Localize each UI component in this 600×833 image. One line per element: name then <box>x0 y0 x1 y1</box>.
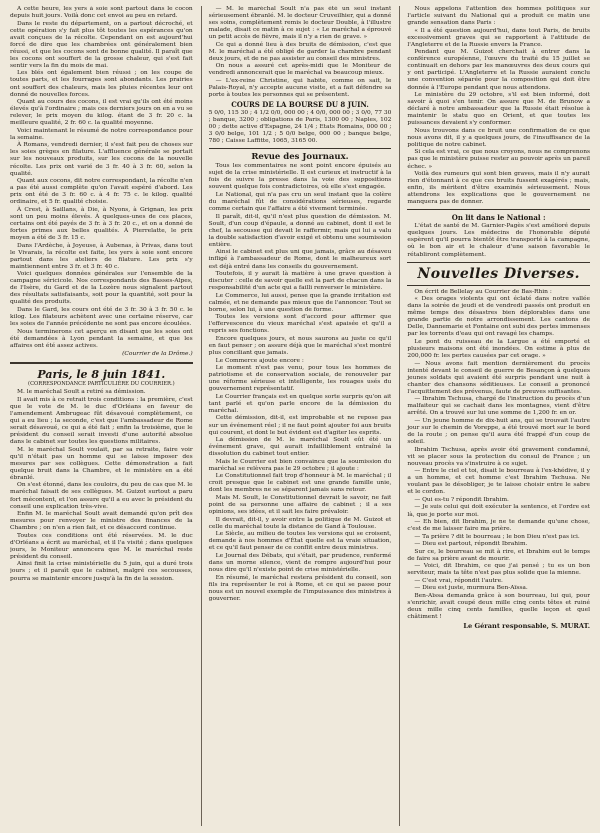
col2-paragraphs-b <box>209 163 392 602</box>
paragraph: Si cela est vrai, ce que nous croyons, nous ne comprenons pas que le ministère puisse rester au pouvoir après un pareil échec. » <box>407 149 591 170</box>
paragraph: — L'ex-reine Christine, qui habite, comme on sait, le Palais-Royal, n'y accepte aucune visite, et a fait défendre sa porte à toutes les personnes qui se présentent. <box>208 77 392 99</box>
paragraph: Mais M. Soult, le Constitutionnel devrait le savoir, ne fait point de sa personne une affaire de cabinet ; il a ses opinions, ses idées, et il sait les faire prévaloir. <box>208 495 392 516</box>
paragraph: Encore quelques jours, et nous saurons au juste ce qu'il en faut penser ; on assure déjà que le maréchal s'est montré plus conciliant que jamais. <box>208 335 392 357</box>
paragraph: Cette démission, dit-il, est improbable et ne repose pas sur un événement réel ; il ne faut point ajouter foi aux bruits qui courent, et dont le but évident est d'agiter les esprits. <box>208 415 392 436</box>
paragraph: On nous a assuré cet après-midi que le Moniteur de vendredi annoncerait que le maréchal va beaucoup mieux. <box>208 63 392 77</box>
paragraph: — Dieu est juste, murmura Ben-Aïssa. <box>414 585 528 592</box>
paragraph: — C'est vrai, répondit l'autre. <box>414 577 503 584</box>
paragraph: Ainsi finit la crise ministérielle du 5 juin, qui a duré trois jours ; et il paraît que le cabinet, malgré ces secousses, pourra se maintenir encore jusqu'à la fin de la session. <box>10 561 193 582</box>
paragraph: M. le maréchal Soult a retiré sa démission. <box>17 389 146 396</box>
paragraph: Toutes ces conditions ont été réservées. M. le duc d'Orléans a écrit au maréchal, et il l'a visité ; dans quelques jours, le Moniteur annoncera que M. le maréchal reste président du conseil. <box>10 532 193 560</box>
paragraph: — M. le maréchal Soult n'a pas été un seul instant sérieusement ébranlé. M. le docteur Cruveilhier, qui a donné ses soins, complètement remis le docteur Double, à l'illustre malade, disait ce matin à ce sujet : « Le maréchal a éprouvé un petit accès de fièvre, mais il n'y a rien de grave. » <box>208 6 392 41</box>
paragraph: Ainsi le cabinet est plus uni que jamais, grâce au désaveu infligé à l'ambassadeur de Rome, dont le malheureux sort est déjà entré dans les conseils du gouvernement. <box>208 249 392 270</box>
paragraph: Le Commerce, lui aussi, pense que la grande irritation est calmée, et ne demande pas mieux que de l'annoncer. Tout se borne, selon lui, à une question de forme. <box>208 292 392 313</box>
divider <box>209 148 392 149</box>
dateline: Paris, le 8 juin 1841. <box>37 367 166 381</box>
paragraph: Dans le reste du département, on a partout décroché, et cette opération s'y fait plus tôt toutes les espérances qu'on avait conçues de la récolte. Cependant on est aujourd'hui forcé de dire que les chambrées ont généralement bien réussi, et que les cocons sont de bonne qualité. Il paraît que les cocons ont souffert de la grosse chaleur, qui s'est fait sentir vers la fin du mois de mai. <box>10 20 193 69</box>
paragraph: Nous appelons l'attention des hommes politiques sur l'article suivant du National qui a produit ce matin une grande sensation dans Paris : <box>407 6 591 27</box>
paragraph: Dans le Gard, les cours ont été de 3 fr. 30 à 3 fr. 50 c. le kilog. Les filateurs achètent avec une certaine réserve, car les soies de l'année précédente ne sont pas encore écoulées. <box>10 306 193 328</box>
paragraph: Tous les commentaires ne sont point encore épuisés au sujet de la crise ministérielle. Il est curieux et instructif à la fois de suivre la presse dans la voie des suppositions souvent quelque fois contradictoires, où elle s'est engagée. <box>208 163 392 191</box>
paragraph: Le ministère du 29 octobre, s'il est bien informé, doit savoir à quoi s'en tenir. On assure que M. de Brunow a déclaré à notre ambassadeur que la Russie était résolue à maintenir le statu quo en Orient, et que toutes les puissances devaient s'y conformer. <box>407 92 591 127</box>
column-2 <box>201 6 392 826</box>
col2-paragraphs-a <box>209 6 392 99</box>
paragraph: Nous trouvons dans ce bruit une confirmation de ce que nous avons dit, il y a quelques jours, de l'insuffisance de la politique de notre cabinet. <box>407 127 591 148</box>
col3-paragraphs-c <box>407 289 590 622</box>
revue-title: Revue des Journaux. <box>251 152 349 163</box>
divider <box>10 362 193 364</box>
paragraph: A cette heure, les yers à soie sont partout dans le cocon depuis huit jours. Voilà donc cet envoi au peu en retard. <box>10 6 193 20</box>
paragraph: Il paraît, dit-il, qu'il n'est plus question de démission. M. Soult, d'un coup d'épaule, a donné au cabinet, dont il est le chef, la secousse qui devait le raffermir, mais qui lui a valu la double satisfaction d'avoir exigé et obtenu une soumission entière. <box>208 213 392 248</box>
divider <box>407 285 590 286</box>
divider <box>407 209 590 210</box>
paragraph: Le Siècle, au milieu de toutes les versions qui se croisent, demande à nos hommes d'État quelle est la vraie situation, et ce qu'il faut penser de ce conflit entre deux ministres. <box>208 531 392 552</box>
paragraph: Mais le Courrier est bien convaincu que la soumission du maréchal se relèvera pas le 29 octobre ; il ajoute : <box>208 458 392 472</box>
paragraph: Le Commerce ajoute encore : <box>215 357 304 364</box>
paragraph: Il devrait, dit-il, y avoir entre la politique de M. Guizot et celle du maréchal toute la distance de Gand à Toulouse. <box>208 516 392 530</box>
paragraph: Toutes les versions sont d'accord pour affirmer que l'effervescence du vieux maréchal s'est apaisée et qu'il a repris ses fonctions. <box>208 314 392 335</box>
paragraph: Quant aux cocons, dit notre correspondant, la récolte n'en a pas été aussi complète qu'on l'avait espéré d'abord. Les prix ont été de 3 fr. 60 c. à 4 fr. 75 c. le kilog. qualité ordinaire, et 5 fr. qualité choisie. <box>10 178 193 206</box>
paragraph: Le Constitutionnel fait trop d'honneur à M. le maréchal ; il croit presque que le cabinet est une grande famille unie, dont les membres ne se séparent jamais sans retour. <box>208 473 392 494</box>
paragraph: L'état de santé de M. Garnier-Pagès s'est amélioré depuis quelques jours. Les médecins de l'honorable député espèrent qu'il pourra bientôt être transporté à la campagne, où le bon air et le chaleur d'une saison favorable le rétabliront complètement. <box>407 223 591 258</box>
paragraph: — Je suis celui qui doit exécuter la sentence, et l'ordre est là, que je porte sur moi. <box>407 504 591 518</box>
paragraph: On écrit de Bellelay au Courrier de Bas-Rhin : <box>414 288 552 295</box>
paragraph: Dans l'Ardèche, à Joyeuse, à Aubenas, à Privas, dans tout le Vivarais, la récolte est faite, les yers à soie sont encore partout dans les ateliers de filature. Les prix s'y maintiennent entre 3 fr. et 3 fr. 40 c. <box>10 242 193 270</box>
paragraph: — Voici, dit Ibrahim, ce que j'ai pensé ; tu es un bon serviteur, mais ta tête n'est pas plus solide que la mienne. <box>407 563 591 577</box>
nouvelles-title: Nouvelles Diverses. <box>417 265 580 282</box>
paragraph: — Ta prière ? dit le bourreau ; le bon Dieu n'est pas ici. <box>414 533 580 540</box>
paragraph: — Un jeune homme de dix-huit ans, qui se trouvait l'autre jour sur le chemin de Voreppe, a été trouvé mort sur le bord de la route ; on pense qu'il aura été frappé d'un coup de soleil. <box>407 417 591 446</box>
paragraph: — Entre le ciel et toi, disait le bourreau à l'ex-khédive, il y a un homme, et cet homme c'est Ibrahim Tschusa. Ne voulant pas le désobliger, je te laisse choisir entre le sabre et le cordon. <box>407 468 591 496</box>
column-3 <box>399 6 590 826</box>
paragraph: À Romans, vendredi dernier, il s'est fait peu de choses sur les soies grèges en filature. L'affluence générale se portait sur les nouveaux produits, sur les cocons de la nouvelle récolte. Les prix ont varié de 3 fr. 40 à 3 fr. 60, selon la qualité. <box>10 142 193 177</box>
paragraph: « Des orages violents qui ont éclaté dans notre vallée dans la soirée de jeudi et de vendredi passés ont produit en même temps des désastres bien déplorables dans une grande partie de notre arrondissement. Les cantons de Delle, Dannemarie et Fontaine ont subi des pertes immenses par les torrents d'eau qui ont ravagé les champs. <box>407 296 591 338</box>
paragraph: Le pont du ruisseau de la Largue a été emporté et plusieurs maisons ont été inondées. On estime à plus de 200,000 fr. les pertes causées par cet orage. » <box>407 338 591 359</box>
national-title: On lit dans le National : <box>451 213 546 223</box>
paragraph: — Nous avons fait mention dernièrement du procès intenté devant le conseil de guerre de Besançon à quelques jeunes soldats qui avaient été surpris pendant une nuit à chanter des chansons séditieuses. Le conseil a prononcé l'acquittement des prévenus, faute de preuves suffisantes. <box>407 360 591 395</box>
col1-paragraphs-a <box>10 6 193 127</box>
paragraph: Voici maintenant le résumé de notre correspondance pour la semaine. <box>10 127 193 141</box>
col3-paragraphs-b <box>407 223 590 258</box>
paragraph: On s'est étonné, dans les couloirs, du peu de cas que M. le maréchal faisait de ses collègues. M. Guizot surtout a paru fort mécontent, et l'on assure qu'il a eu avec le président du conseil une explication très-vive. <box>10 482 193 510</box>
paragraph: La démission de M. le maréchal Soult eût été un événement grave, qui aurait infailliblement entraîné la dissolution du cabinet tout entier. <box>208 437 392 458</box>
paragraph: — Ibrahim Tschusa, chargé de l'instruction du procès d'un malfaiteur qui se cachait dans les montagnes, vient d'être arrêté. On a trouvé sur lui une somme de 1,200 fr. en or. <box>407 396 591 417</box>
paragraph: Le moment n'est pas venu, pour tous les hommes de patriotisme et de conservation sociale, de renouveler par une réforme sérieuse et intelligente, les rouages usés du gouvernement représentatif. <box>208 365 392 393</box>
paragraph: Le Journal des Débats, qui s'était, par prudence, renfermé dans un morne silence, vient de rompre aujourd'hui pour nous dire qu'il n'existe point de crise ministérielle. <box>208 552 392 573</box>
paragraph: — Dieu est partout, répondit Ibrahim. <box>414 541 528 548</box>
columns <box>10 6 590 826</box>
paragraph: Pendant que M. Guizot cherchait à entrer dans la conférence européenne, l'œuvre du traité du 15 juillet se continuait en dehors par les manœuvres des deux cours qui y ont participé. L'Angleterre et la Russie auraient conclu une convention séparée pour la composition qui doit être donnée à l'Europe pendant que nous attendons. <box>407 49 591 91</box>
paragraph: Ce qui a donné lieu à des bruits de démission, c'est que M. le maréchal a été obligé de garder la chambre pendant deux jours, et de ne pas assister au conseil des ministres. <box>208 41 392 62</box>
paragraph: « Il a été question aujourd'hui, dans tout Paris, de bruits excessivement graves qui se rapportent à l'attitude de l'Angleterre et de la Russie envers la France. <box>407 27 591 48</box>
paragraph: En résumé, le maréchal restera président du conseil, son fils ira représenter le roi à Rome, et ce qui se passe pour nous est un nouvel exemple de l'impuissance des ministres à gouverner. <box>208 574 392 602</box>
paragraph: Nous terminerons cet aperçu en disant que les soies ont été demandées à Lyon pendant la semaine, et que les affaires ont été assez actives. <box>10 328 193 349</box>
paragraph: Ben-Aïssa demanda grâce à son bourreau, lui qui, pour s'enrichir, avait coupé deux mille cinq cents têtes et ruiné deux mille cinq cents familles, quelle leçon et quel châtiment ! <box>407 593 591 621</box>
paragraph: Le Courrier français est en quelque sorte surpris qu'on ait tant parlé et qu'on parle encore de la démission du maréchal. <box>208 393 392 414</box>
bourse-title: COURS DE LA BOURSE DU 8 JUIN. <box>231 100 369 110</box>
paragraph: Les blés ont également bien réussi ; on les coupe de toutes parts, et les fourrages sont abondants. Les prairies ont souffert des chaleurs, mais les pluies récentes leur ont donné de nouvelles forces. <box>10 70 193 98</box>
paragraph: Voilà des rumeurs qui sont bien graves, mais il n'y aurait rien d'étonnant à ce que ces bruits fussent exagérés ; mais, enfin, ils méritent d'être examinés sérieusement. Nous attendrons les explications que le gouvernement ne manquera pas de donner. <box>407 171 591 206</box>
paragraph: M. le maréchal Soult voulait, par sa retraite, faire voir qu'il n'était pas un homme qui se laisse imposer des mesures par ses collègues. Cette démonstration a fait quelque bruit dans la Chambre, et le ministère en a été ébranlé. <box>10 446 193 481</box>
paragraph: Enfin M. le maréchal Soult avait demandé qu'on prît des mesures pour renvoyer le ministre des finances de la Chambre ; on n'en a rien fait, et ce désaccord continue. <box>10 511 193 532</box>
paragraph: Toutefois, il y aurait là matière à une grave question à discuter : celle de savoir quelle est la part de chacun dans la responsabilité d'un acte qui a failli renverser le ministère. <box>208 271 392 292</box>
paragraph: — Qui es-tu ? répondit Ibrahim. <box>414 496 509 503</box>
paragraph: Il avait mis à ce retrait trois conditions : la première, c'est que le vote de M. le duc d'Orléans en faveur de l'amendement Ambrugeac fût désavoué complètement, ce qui a eu lieu ; la seconde, c'est que l'ambassadeur de Rome serait désavoué, ce qui a été fait ; enfin la troisième, que le président du conseil serait investi d'une autorité absolue dans le cabinet sur toutes les questions militaires. <box>10 396 193 446</box>
col1-source-sign: (Courrier de la Drôme.) <box>122 350 193 357</box>
paragraph: Le National, qui n'a pas cru un seul instant que la colère du maréchal fût de considérations sérieuses, regarde comme certain que l'affaire a été vivement terminée. <box>208 192 392 213</box>
divider <box>407 262 590 263</box>
dateline-subtitle: (CORRESPONDANCE PARTICULIÈRE DU COURRIER.) <box>28 380 175 387</box>
paragraph: À Crest, à Saillans, à Die, à Nyons, à Grignan, les prix sont un peu moins élevés. À quelques-unes de ces places, certains ont été payés de 3 fr. à 3 fr. 20 c., et on a donné de fortes primes aux belles qualités. À Pierrelatte, le prix moyen a été de 3 fr. 15 c. <box>10 206 193 241</box>
gerant-signature: Le Gérant responsable, S. MURAT. <box>463 622 591 631</box>
paragraph: Voici quelques données générales sur l'ensemble de la campagne séricicole. Nos correspondants des Basses-Alpes, de l'Isère, du Gard et de la Lozère nous signalent partout des résultats satisfaisants, soit pour la quantité, soit pour la qualité des produits. <box>10 271 193 306</box>
col1-paragraphs-b <box>10 128 193 350</box>
bourse-quotes: 5 0/0, 115 30 ; 4 1/2 0/0, 000 00 ; 4 0/0, 000 00 ; 3 0/0, 77 30 ; banque, 3200 ; obligations de Paris, 1300 00 ; Naples, 102 00 ; dette active d'Espagne, 24 1/4 ; Etats Romains, 000 00 ; 3 0/0 belge, 101 1/2 ; 5 0/0 belge, 000 00 ; banque belge, 780 ; Caisse Laffitte, 1065, 3165 00. <box>208 110 392 145</box>
col3-paragraphs-a <box>407 6 590 206</box>
column-1 <box>10 6 193 826</box>
paragraph: Quant au cours des cocons, il est vrai qu'ils ont été moins élevés qu'à l'ordinaire ; mais ces derniers jours on en a vu se relever, le prix moyen du kilog. étant de 3 fr. 20 c. la meilleure qualité, 2 fr. 60 c. la qualité moyenne. <box>10 99 193 127</box>
paragraph: Ibrahim Tschusa, après avoir été gravement condamné, vit se placer sous la protection du consul de France ; un nouveau procès va s'instruire à ce sujet. <box>407 446 591 467</box>
col1-paragraphs-c <box>10 389 193 582</box>
paragraph: — Eh bien, dit Ibrahim, je ne te demande qu'une chose, c'est de me laisser faire ma prière. <box>407 519 591 533</box>
paragraph: Sur ce, le bourreau se mit à rire, et Ibrahim eut le temps de faire sa prière avant de mourir. <box>407 548 591 562</box>
